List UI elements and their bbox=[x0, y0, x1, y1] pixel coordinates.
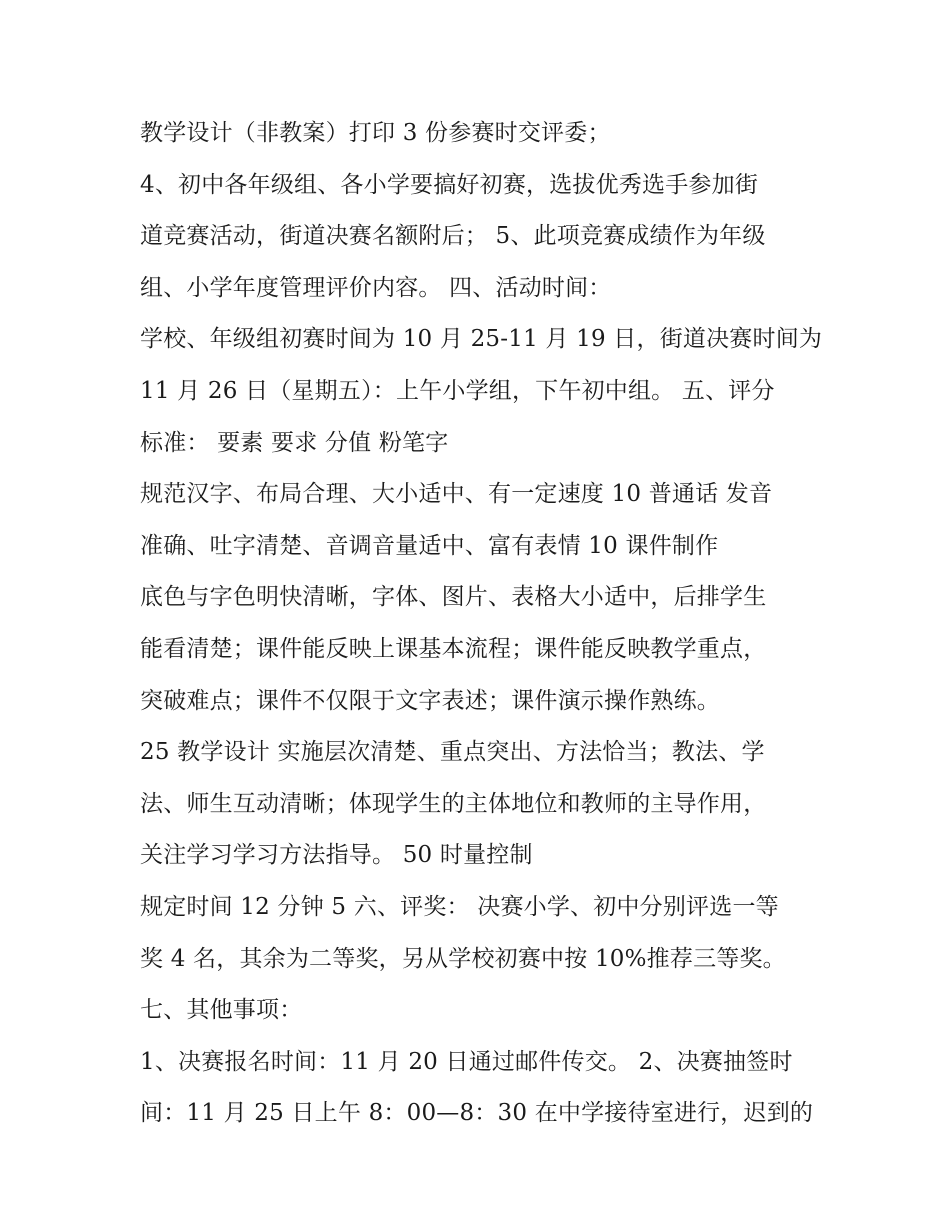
text-line: 4、初中各年级组、各小学要搞好初赛，选拔优秀选手参加街 bbox=[140, 171, 759, 198]
text-line: 标准： 要素 要求 分值 粉笔字 bbox=[140, 429, 449, 456]
document-body bbox=[140, 108, 840, 1140]
text-line: 25 教学设计 实施层次清楚、重点突出、方法恰当；教法、学 bbox=[140, 739, 765, 766]
text-line: 间：11 月 25 日上午 8：00—8：30 在中学接待室进行，迟到的 bbox=[140, 1100, 814, 1127]
text-line: 教学设计（非教案）打印 3 份参赛时交评委； bbox=[140, 120, 611, 146]
text-line: 道竞赛活动，街道决赛名额附后； 5、此项竞赛成绩作为年级 bbox=[140, 223, 766, 250]
text-line: 11 月 26 日（星期五）：上午小学组，下午初中组。 五、评分 bbox=[140, 377, 775, 404]
text-line: 关注学习学习方法指导。 50 时量控制 bbox=[140, 842, 533, 869]
text-line: 奖 4 名，其余为二等奖，另从学校初赛中按 10%推荐三等奖。 bbox=[140, 945, 786, 972]
text-line: 法、师生互动清晰；体现学生的主体地位和教师的主导作用， bbox=[140, 790, 767, 817]
text-line: 七、其他事项： bbox=[140, 997, 303, 1024]
text-line: 准确、吐字清楚、音调音量适中、富有表情 10 课件制作 bbox=[140, 532, 719, 559]
text-line: 突破难点；课件不仅限于文字表述；课件演示操作熟练。 bbox=[140, 687, 720, 714]
text-line: 1、决赛报名时间：11 月 20 日通过邮件传交。 2、决赛抽签时 bbox=[140, 1048, 793, 1075]
text-line: 底色与字色明快清晰，字体、图片、表格大小适中，后排学生 bbox=[140, 584, 767, 611]
text-line: 学校、年级组初赛时间为 10 月 25-11 月 19 日，街道决赛时间为 bbox=[140, 326, 823, 353]
text-line: 规范汉字、布局合理、大小适中、有一定速度 10 普通话 发音 bbox=[140, 481, 773, 508]
text-line: 组、小学年度管理评价内容。 四、活动时间： bbox=[140, 274, 612, 301]
text-line: 能看清楚；课件能反映上课基本流程；课件能反映教学重点， bbox=[140, 635, 767, 662]
text-line: 规定时间 12 分钟 5 六、评奖： 决赛小学、初中分别评选一等 bbox=[140, 893, 779, 920]
